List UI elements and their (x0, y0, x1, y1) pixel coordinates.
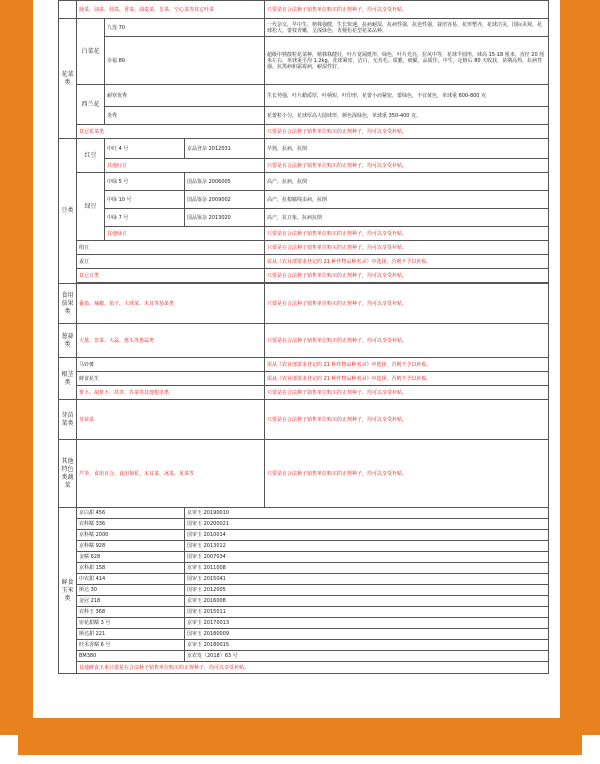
variety-desc: 高产，抗根腐线虫病，抗倒 (265, 191, 549, 209)
variety-reg: 国品鉴杂 2009002 (185, 191, 265, 209)
variety-name: 马铃薯 (77, 358, 265, 372)
variety-name: 鲜食花生 (77, 372, 265, 386)
policy-note: 只要是在合法种子销售单位购买的正规种子，均可以享受补贴。 (265, 386, 549, 400)
variety-desc: 超级中熟散粒花菜种，植株株健壮，叶片宽阔挺形，绿色，叶片光亮，拉风中等，花球半圆形，球高 15-18 厘米，直径 20 厘米左右，单球重平均 1.2kg，花球紧密，洁白，无茸毛，质脆，细腻，品质佳，中生，定植后 80 天收获，苗期高热，抗病性强，抗黑病和霜霉病，耐湿性好。 (265, 37, 549, 85)
top-leafy-label: 菠菜、油菜、荷蒿、香菜、油麦菜、韭菜、空心菜等其它叶菜 (77, 1, 265, 19)
variety-reg: 国审玉 2012005 (185, 585, 549, 596)
category-cell: 其他特色类蔬菜 (59, 440, 77, 508)
variety-name: 京科糯 2000 (77, 530, 185, 541)
variety-name: 中红 4 号 (105, 139, 185, 159)
policy-note: 只要是在合法种子销售单位购买的正规种子，均可以享受补贴。 (265, 1, 549, 19)
variety-name: 绢豆 (77, 241, 265, 255)
table-row (59, 372, 549, 386)
variety-reg: 京审玉 2016008 (185, 596, 549, 607)
right-border (560, 0, 600, 735)
register-note: 需从《农业部要求登记的 21 种作物品种名录》中选择，否则不予以补贴。 (265, 358, 549, 372)
other-label: 芦笋、食用百合、食用菊花、木耳菜、冰菜、苋菜等 (77, 440, 265, 508)
policy-note: 只要是在合法种子销售单位购买的正规种子，均可以享受补贴。 (265, 324, 549, 358)
table-row (59, 37, 549, 85)
variety-name: 农科糯 336 (77, 519, 185, 530)
table-row (59, 519, 549, 530)
subsidy-table (58, 0, 548, 674)
variety-name: 斯达甜 221 (77, 629, 185, 640)
variety-name: 农科玉 368 (77, 607, 185, 618)
table-row (59, 618, 549, 629)
category-cell: 根茎类 (59, 358, 77, 400)
table-row (59, 209, 549, 227)
variety-name: 炎秀 (105, 107, 265, 125)
other-label: 萝卜、胡萝卜、莴笋、芥菜等其他根茎类 (77, 386, 265, 400)
table-row (59, 508, 549, 519)
table-row (59, 255, 549, 269)
category-cell: 食用茄果类 (59, 284, 77, 324)
variety-name: 蚕豆 (77, 255, 265, 269)
variety-reg: 国品鉴杂 2006005 (185, 173, 265, 191)
variety-name: 旺禾香糯 6 号 (77, 640, 185, 651)
policy-note: 只要是在合法种子销售单位购买的正规种子，均可以享受补贴。 (265, 125, 549, 139)
variety-name: 中农甜 414 (77, 574, 185, 585)
table-row (59, 191, 549, 209)
table-row (59, 241, 549, 255)
variety-reg: 国审玉 2015011 (185, 607, 549, 618)
table-row (59, 85, 549, 107)
variety-desc: 一代杂交，早中生，植株强健，生长快速，抗病耐湿，抗病性强，抗逆性强，栽培容易，花形整齐，花球洁美，国际美观，花球松大，蕾枝青嫩，呈浅绿色，青梗松花型花菜品种。 (265, 19, 549, 37)
subcategory-cell: 红豆 (77, 139, 105, 173)
policy-note: 只要是在合法种子销售单位购买的正规种子，均可以享受补贴。 (265, 269, 549, 283)
table-row (59, 640, 549, 651)
variety-reg: 国审玉 2010014 (185, 530, 549, 541)
table-row (59, 1, 549, 19)
table-row (59, 269, 549, 283)
table-row (59, 585, 549, 596)
register-note: 需从《农业部要求登记的 21 种作物品种名录》中选择，否则不予以补贴。 (265, 255, 549, 269)
table-row (59, 574, 549, 585)
other-label: 番茄、辣椒、茄子、大球菜、木耳等茄果类 (77, 284, 265, 324)
variety-reg: 国审玉 2013012 (185, 541, 549, 552)
table-row (59, 563, 549, 574)
table-row (59, 107, 549, 125)
variety-name: 密花甜糯 3 号 (77, 618, 185, 629)
variety-name: 京白甜 456 (77, 508, 185, 519)
table-row (59, 400, 549, 440)
variety-name: 中绿 7 号 (105, 209, 185, 227)
variety-name: 中绿 10 号 (105, 191, 185, 209)
category-cell: 鲜食玉米类 (59, 508, 77, 674)
table-row (59, 358, 549, 372)
subcategory-cell: 西兰花 (77, 85, 105, 125)
policy-note: 只要是在合法种子销售单位购买的正规种子，均可以享受补贴。 (265, 241, 549, 255)
variety-desc: 早熟，抗病，抗倒 (265, 139, 549, 159)
variety-desc: 花蕾粒小匀，花球厚高大圆球形，颜色深绿色，单球重 350-400 克。 (265, 107, 549, 125)
variety-reg: 京审玉 20170013 (185, 618, 549, 629)
subcategory-cell: 绿豆 (77, 173, 105, 241)
variety-reg: 京农发（2018）63 号 (185, 651, 549, 662)
category-cell: 葱蒜类 (59, 324, 77, 358)
variety-name: BM380 (77, 651, 185, 662)
variety-name: 幸福 80 (105, 37, 265, 85)
policy-note: 只要是在合法种子销售单位购买的正规种子，均可以享受补贴。 (265, 159, 549, 173)
other-label: 其他红豆 (105, 159, 265, 173)
table-row (59, 159, 549, 173)
variety-name: 九莲 70 (105, 19, 265, 37)
table-row (59, 324, 549, 358)
policy-note: 只要是在合法种子销售单位购买的正规种子，均可以享受补贴。 (265, 440, 549, 508)
variety-desc: 生长势强，叶片蜡质厚，叶柄短，叶印形，花蕾小而紧密，蕾绿色，不宜黄色，单球重 600-800 克 (265, 85, 549, 107)
left-border (0, 0, 33, 735)
variety-reg: 国审玉 20180009 (185, 629, 549, 640)
variety-reg: 国审玉 2007034 (185, 552, 549, 563)
category-cell: 豆类 (59, 139, 77, 284)
variety-reg: 京审玉 20180015 (185, 640, 549, 651)
table-row (59, 629, 549, 640)
variety-reg: 京审玉 2011008 (185, 563, 549, 574)
variety-name: 京科甜 158 (77, 563, 185, 574)
table-row (59, 125, 549, 139)
table-row (59, 139, 549, 159)
table-row (59, 19, 549, 37)
register-note: 需从《农业部要求登记的 21 种作物品种名录》中选择，否则不予以补贴。 (265, 372, 549, 386)
variety-name: 中绿 5 号 (105, 173, 185, 191)
policy-note: 只要是在合法种子销售单位购买的正规种子，均可以享受补贴。 (265, 227, 549, 241)
table-row (59, 607, 549, 618)
variety-reg: 国审玉 20200021 (185, 519, 549, 530)
other-label: 其他鲜食玉米只要是在合法种子销售单位购买的正规种子，均可以享受补贴。 (77, 662, 549, 674)
category-cell: 花菜类 (59, 19, 77, 139)
other-label: 大葱、韭菜、大蒜、葱头等葱蒜类 (77, 324, 265, 358)
table-row (59, 173, 549, 191)
variety-name: 金糯 628 (77, 552, 185, 563)
variety-reg: 京审玉 20190010 (185, 508, 549, 519)
variety-reg: 京品登杂 2012031 (185, 139, 265, 159)
table-row (59, 552, 549, 563)
variety-reg: 国品鉴杂 2013020 (185, 209, 265, 227)
variety-name: 京科糯 928 (77, 541, 185, 552)
other-label: 芽苗菜 (77, 400, 265, 440)
variety-name: 金冠 218 (77, 596, 185, 607)
variety-desc: 高产，抗豆象，抗病抗倒 (265, 209, 549, 227)
table-row (59, 284, 549, 324)
variety-reg: 国审玉 2015041 (185, 574, 549, 585)
other-label: 其它豆类 (77, 269, 265, 283)
policy-note: 只要是在合法种子销售单位购买的正规种子，均可以享受补贴。 (265, 284, 549, 324)
table-row (59, 596, 549, 607)
variety-name: 耐寒优秀 (105, 85, 265, 107)
policy-note: 只要是在合法种子销售单位购买的正规种子，均可以享受补贴。 (265, 400, 549, 440)
variety-desc: 高产，抗病，抗倒 (265, 173, 549, 191)
category-cell: 芽苗菜类 (59, 400, 77, 440)
subcategory-cell: 白菜花 (77, 19, 105, 85)
variety-name: 斯达 30 (77, 585, 185, 596)
table-row (59, 227, 549, 241)
table-row (59, 386, 549, 400)
table-row (59, 530, 549, 541)
table-row (59, 541, 549, 552)
table-row (59, 440, 549, 508)
other-label: 其它花菜类 (77, 125, 265, 139)
table-row (59, 651, 549, 662)
table-row (59, 662, 549, 674)
other-label: 其他绿豆 (105, 227, 265, 241)
